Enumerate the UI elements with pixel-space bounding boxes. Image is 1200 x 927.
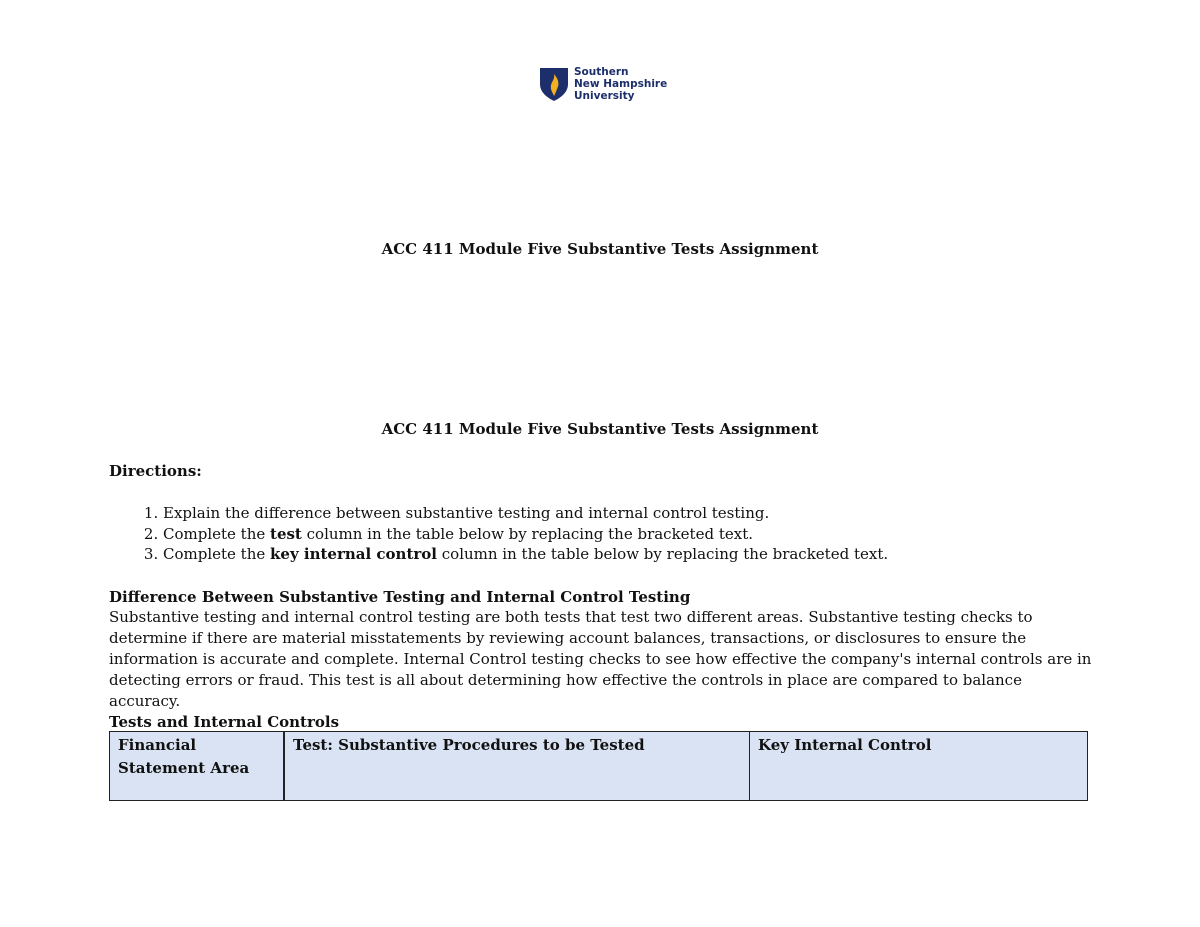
header-financial-statement-area: Financial Statement Area	[110, 732, 285, 801]
header-key-internal-control: Key Internal Control	[750, 732, 1088, 801]
shield-flame-icon	[538, 66, 570, 102]
snhu-logo	[538, 66, 668, 106]
table-header-row	[110, 732, 1088, 801]
list-item: 2. Complete the test column in the table below by replacing the bracketed text.	[163, 524, 1093, 545]
difference-heading: Difference Between Substantive Testing and Internal Control Testing	[109, 588, 691, 606]
directions-list	[109, 503, 1093, 565]
list-item: 1. Explain the difference between substantive testing and internal control testing.	[163, 503, 1093, 524]
page-title: ACC 411 Module Five Substantive Tests Assignment	[381, 420, 819, 438]
list-item: 3. Complete the key internal control column in the table below by replacing the bracketed text.	[163, 544, 1093, 565]
tests-table	[109, 731, 1088, 801]
tests-heading: Tests and Internal Controls	[109, 713, 340, 731]
cover-title: ACC 411 Module Five Substantive Tests Assignment	[381, 240, 819, 258]
logo-wordmark: Southern New Hampshire University	[574, 66, 668, 102]
directions-heading: Directions:	[109, 462, 202, 480]
difference-paragraph: Substantive testing and internal control testing are both tests that test two different areas. Substantive testing checks to determine if there are material misstatements by reviewing account balances, transactions, or disclosures to ensure the information is accurate and complete. Internal Control testing checks to see how effective the company's internal controls are in detecting errors or fraud. This test is all about determining how effective the controls in place are compared to balance accuracy.	[109, 608, 1092, 710]
header-test-procedures: Test: Substantive Procedures to be Tested	[284, 732, 750, 801]
